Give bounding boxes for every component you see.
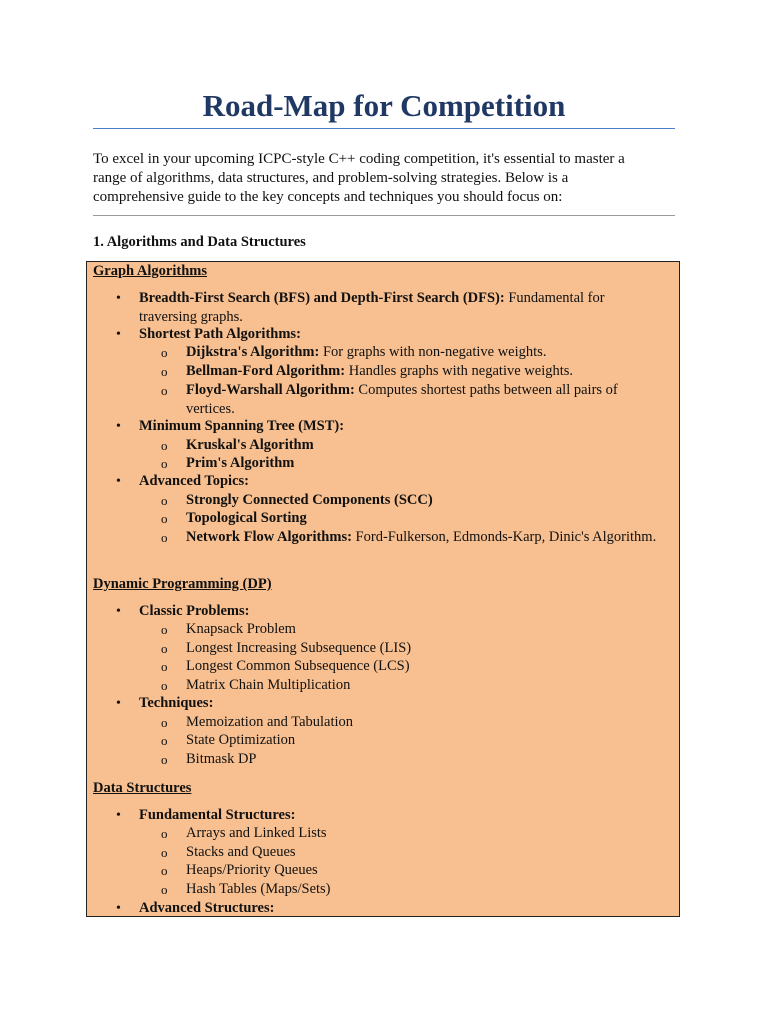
list-item-matrix-chain: Matrix Chain Multiplication [186, 677, 351, 693]
dynamic-programming-heading: Dynamic Programming (DP) [93, 576, 272, 592]
item-text: Fundamental for traversing graphs. [139, 290, 605, 325]
sub-bullet-icon: o [161, 826, 168, 841]
title-divider [93, 128, 675, 129]
bullet-icon: • [116, 327, 121, 342]
list-item-kruskal: Kruskal's Algorithm [186, 437, 314, 453]
sub-bullet-icon: o [161, 863, 168, 878]
list-item-bfs-dfs [139, 289, 659, 326]
list-item-memoization: Memoization and Tabulation [186, 714, 354, 730]
list-item-prim: Prim's Algorithm [186, 455, 295, 471]
item-label: Floyd-Warshall Algorithm: [186, 382, 355, 398]
list-item-shortest-path: Shortest Path Algorithms: [139, 326, 301, 342]
sub-bullet-icon: o [161, 641, 168, 656]
sub-bullet-icon: o [161, 715, 168, 730]
topics-box [86, 261, 680, 917]
item-text: Computes shortest paths between all pairs of vertices. [186, 382, 618, 417]
section-heading: 1. Algorithms and Data Structures [93, 234, 306, 250]
sub-bullet-icon: o [161, 622, 168, 637]
list-item-advanced-structures: Advanced Structures: [139, 900, 275, 916]
list-item-mst: Minimum Spanning Tree (MST): [139, 418, 345, 434]
list-item-bellman-ford [186, 362, 660, 381]
sub-bullet-icon: o [161, 438, 168, 453]
list-item-topological-sort: Topological Sorting [186, 510, 307, 526]
list-item-lis: Longest Increasing Subsequence (LIS) [186, 640, 412, 656]
intro-divider [93, 215, 675, 216]
item-label: Network Flow Algorithms: [186, 529, 352, 545]
sub-bullet-icon: o [161, 752, 168, 767]
item-text: Handles graphs with negative weights. [345, 363, 574, 379]
sub-bullet-icon: o [161, 733, 168, 748]
list-item-floyd-warshall [186, 381, 660, 418]
list-item-knapsack: Knapsack Problem [186, 621, 296, 637]
page-title: Road-Map for Competition [202, 88, 566, 123]
bullet-icon: • [116, 419, 121, 434]
bullet-icon: • [116, 808, 121, 823]
item-text: For graphs with non-negative weights. [319, 344, 547, 360]
sub-bullet-icon: o [161, 678, 168, 693]
item-text: Ford-Fulkerson, Edmonds-Karp, Dinic's Algorithm. [351, 529, 657, 545]
sub-bullet-icon: o [161, 345, 168, 360]
list-item-stacks: Stacks and Queues [186, 844, 296, 860]
item-label: Dijkstra's Algorithm: [186, 344, 320, 360]
sub-bullet-icon: o [161, 511, 168, 526]
sub-bullet-icon: o [161, 456, 168, 471]
graph-algorithms-heading: Graph Algorithms [93, 263, 207, 279]
sub-bullet-icon: o [161, 364, 168, 379]
item-label: Bellman-Ford Algorithm: [186, 363, 346, 379]
bullet-icon: • [116, 901, 121, 916]
list-item-state-optimization: State Optimization [186, 732, 296, 748]
list-item-scc: Strongly Connected Components (SCC) [186, 492, 433, 508]
bullet-icon: • [116, 604, 121, 619]
list-item-classic-problems: Classic Problems: [139, 603, 250, 619]
list-item-network-flow [186, 528, 660, 547]
data-structures-heading: Data Structures [93, 780, 192, 796]
bullet-icon: • [116, 291, 121, 306]
intro-paragraph: To excel in your upcoming ICPC-style C++ coding competition, it's essential to master a range of algorithms, data structures, and problem-solving strategies. Below is a comprehensive guide to the key concepts and techniques you should focus on: [93, 151, 625, 205]
list-item-arrays: Arrays and Linked Lists [186, 825, 327, 841]
sub-bullet-icon: o [161, 882, 168, 897]
sub-bullet-icon: o [161, 493, 168, 508]
list-item-bitmask-dp: Bitmask DP [186, 751, 257, 767]
list-item-dijkstra [186, 343, 660, 362]
list-item-fundamental-structures: Fundamental Structures: [139, 807, 296, 823]
bullet-icon: • [116, 474, 121, 489]
list-item-lcs: Longest Common Subsequence (LCS) [186, 658, 410, 674]
item-label: Breadth-First Search (BFS) and Depth-First Search (DFS): [139, 290, 505, 306]
list-item-techniques: Techniques: [139, 695, 214, 711]
list-item-advanced-topics: Advanced Topics: [139, 473, 249, 489]
sub-bullet-icon: o [161, 383, 168, 398]
list-item-heaps: Heaps/Priority Queues [186, 862, 318, 878]
sub-bullet-icon: o [161, 845, 168, 860]
sub-bullet-icon: o [161, 530, 168, 545]
bullet-icon: • [116, 696, 121, 711]
list-item-hash-tables: Hash Tables (Maps/Sets) [186, 881, 331, 897]
sub-bullet-icon: o [161, 659, 168, 674]
